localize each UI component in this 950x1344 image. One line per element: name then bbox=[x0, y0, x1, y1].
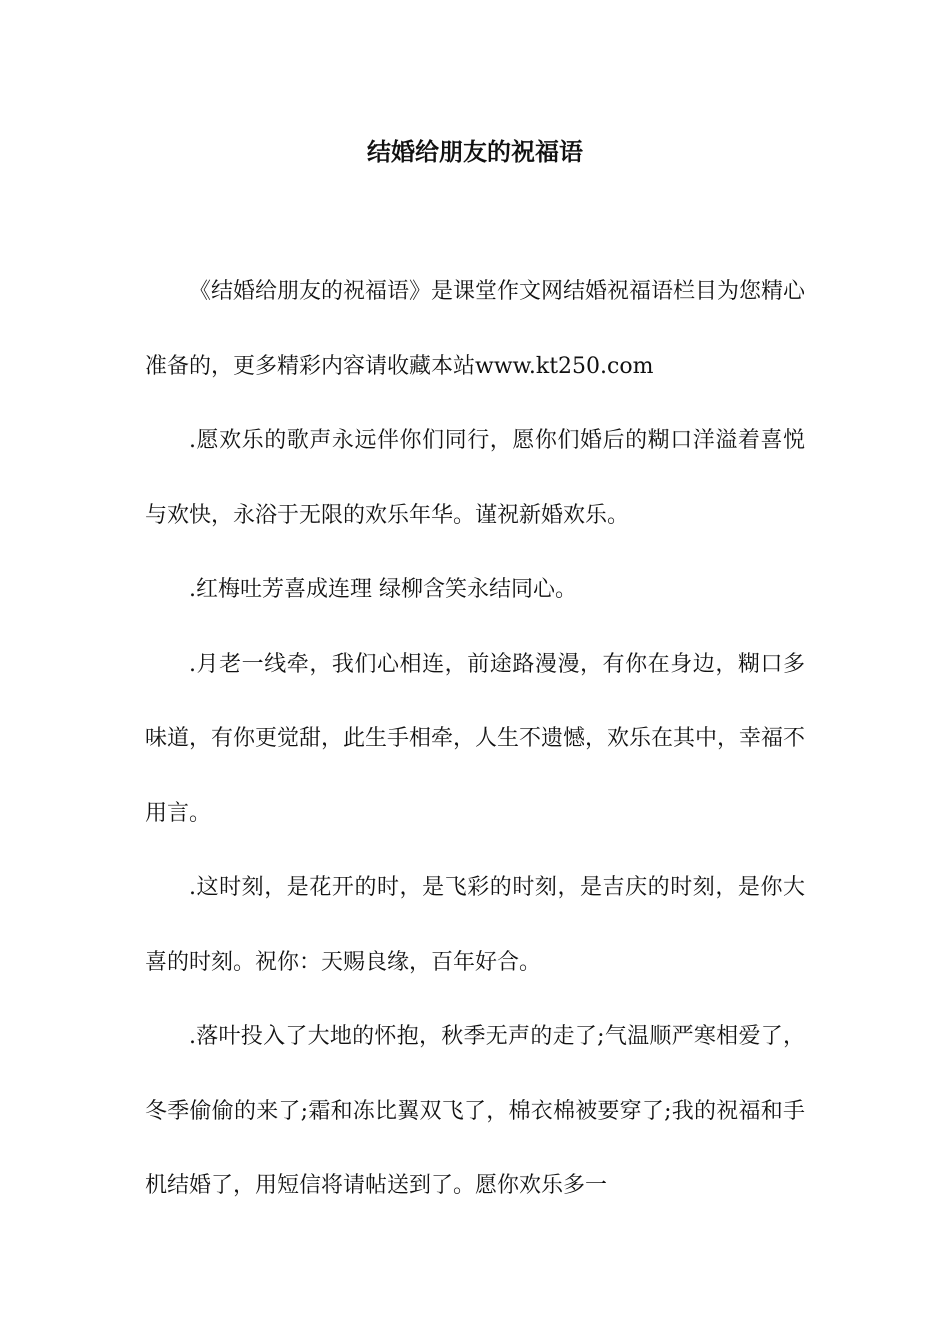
paragraph-blessing-5: .落叶投入了大地的怀抱，秋季无声的走了;气温顺严寒相爱了，冬季偷偷的来了;霜和冻比翼双飞了，棉衣棉被要穿了;我的祝福和手机结婚了，用短信将请帖送到了。愿你欢乐多一 bbox=[145, 1024, 805, 1198]
paragraph-blessing-2: .红梅吐芳喜成连理 绿柳含笑永结同心。 bbox=[189, 577, 577, 602]
paragraph-blessing-1: .愿欢乐的歌声永远伴你们同行，愿你们婚后的糊口洋溢着喜悦与欢快，永浴于无限的欢乐年华。谨祝新婚欢乐。 bbox=[145, 428, 805, 528]
document-title: 结婚给朋友的祝福语 bbox=[367, 137, 583, 166]
paragraph-intro: 《结婚给朋友的祝福语》是课堂作文网结婚祝福语栏目为您精心准备的，更多精彩内容请收藏本站www.kt250.com bbox=[145, 279, 806, 379]
paragraph-blessing-4: .这时刻，是花开的时，是飞彩的时刻，是吉庆的时刻，是你大喜的时刻。祝你：天赐良缘，百年好合。 bbox=[145, 875, 805, 975]
paragraph-blessing-3: .月老一线牵，我们心相连，前途路漫漫，有你在身边，糊口多味道，有你更觉甜，此生手相牵，人生不遗憾，欢乐在其中，幸福不用言。 bbox=[145, 651, 806, 826]
document-body bbox=[145, 255, 805, 1224]
